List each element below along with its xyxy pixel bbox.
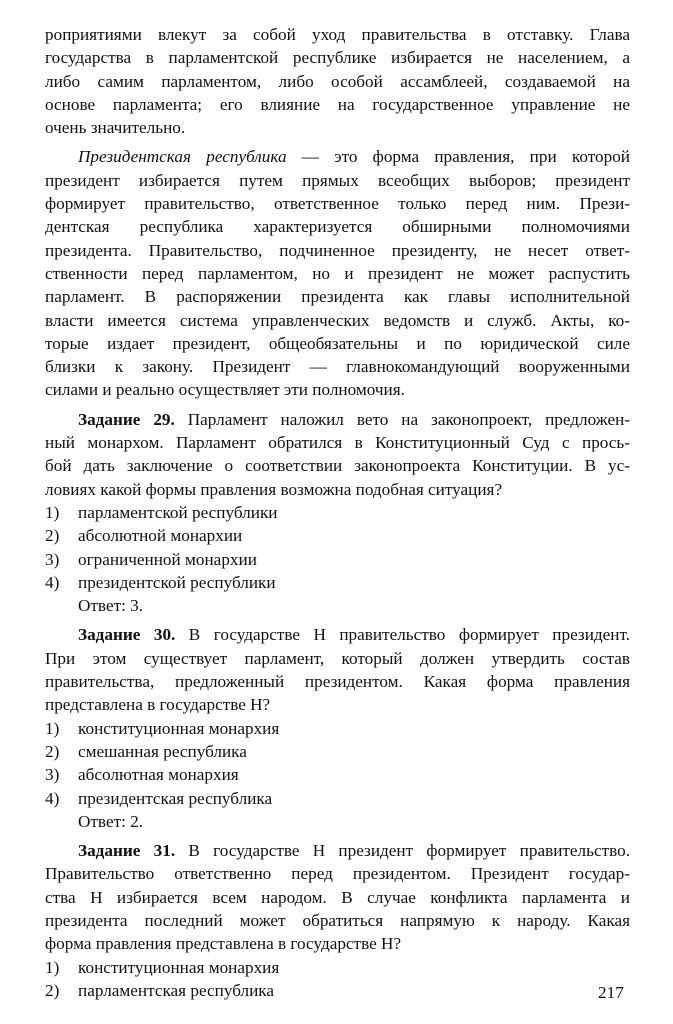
line-text: торые издает президент, общеобязательны и по юридической силе: [45, 333, 630, 353]
line-text: основе парламента; его влияние на государственное управление не: [45, 94, 630, 114]
task-30: [45, 623, 630, 833]
answer-option: [45, 763, 630, 786]
option-number: 1): [45, 502, 60, 522]
answer-option: [45, 979, 630, 1002]
task-text-line: [45, 623, 630, 646]
line-text: дентская республика характеризуется обширными полномочиями: [45, 217, 630, 237]
option-text: президентская республика: [78, 788, 273, 808]
line-text: В государстве Н президент формирует правительство.: [175, 841, 631, 861]
line-text: либо самим парламентом, либо особой ассамблеей, создаваемой на: [45, 71, 630, 91]
answer-option: [45, 787, 630, 810]
answer-text: Ответ: 3.: [78, 596, 144, 616]
task-title: Задание 30.: [78, 625, 176, 645]
task-text-line: [45, 647, 630, 670]
text-line: [45, 70, 630, 93]
option-number: 2): [45, 741, 60, 761]
line-text: Правительство ответственно перед президентом. Президент государ-: [45, 864, 630, 884]
line-text: президента. Правительство, подчиненное президенту, не несет ответ-: [45, 240, 630, 260]
line-text: — это форма правления, при которой: [286, 147, 630, 167]
line-text: правительства, предложенный президентом. Какая форма правления: [45, 672, 630, 692]
line-text: близки к закону. Президент — главнокомандующий вооруженными: [45, 357, 630, 377]
task-text-line: [45, 909, 630, 932]
book-page-text: [45, 23, 630, 1008]
option-number: 3): [45, 549, 60, 569]
option-text: президентской республики: [78, 572, 276, 592]
option-number: 3): [45, 765, 60, 785]
paragraph: [45, 145, 630, 401]
line-text: бой дать заключение о соответствии законопроекта Конституции. В ус-: [45, 456, 630, 476]
text-line: [45, 332, 630, 355]
option-number: 1): [45, 957, 60, 977]
line-text: президент избирается путем прямых всеобщих выборов; президент: [45, 170, 630, 190]
task-text-line: [45, 478, 630, 501]
answer-option: [45, 501, 630, 524]
option-number: 2): [45, 980, 60, 1000]
line-text: представлена в государстве Н?: [45, 695, 271, 715]
answer-option: [45, 524, 630, 547]
text-line: [45, 116, 630, 139]
option-text: парламентская республика: [78, 980, 275, 1000]
text-line: [45, 23, 630, 46]
line-text: В государстве Н правительство формирует президент.: [175, 625, 631, 645]
answer-option: [45, 571, 630, 594]
option-number: 4): [45, 788, 60, 808]
line-text: ловиях какой формы правления возможна подобная ситуация?: [45, 479, 503, 499]
text-line: [45, 169, 630, 192]
option-text: конституционная монархия: [78, 957, 280, 977]
task-text-line: [45, 431, 630, 454]
answer-option: [45, 717, 630, 740]
text-line: [45, 93, 630, 116]
line-text: государства в парламентской республике избирается не населением, а: [45, 48, 630, 68]
line-text: ный монархом. Парламент обратился в Конституционный Суд с прось-: [45, 433, 630, 453]
task-title: Задание 29.: [78, 409, 175, 429]
line-text: форма правления представлена в государстве Н?: [45, 934, 402, 954]
line-text: силами и реально осуществляет эти полномочия.: [45, 380, 405, 400]
text-line: [45, 378, 630, 401]
line-text: ства Н избирается всем народом. В случае конфликта парламента и: [45, 887, 630, 907]
task-title: Задание 31.: [78, 841, 176, 861]
option-text: абсолютной монархии: [78, 526, 243, 546]
answer-text: Ответ: 2.: [78, 811, 144, 831]
line-text: власти имеется система управленческих ведомств и служб. Акты, ко-: [45, 310, 630, 330]
term-italic: Президентская республика: [78, 147, 287, 167]
option-text: парламентской республики: [78, 502, 278, 522]
text-line: [45, 145, 630, 168]
task-29: [45, 408, 630, 618]
task-text-line: [45, 454, 630, 477]
option-text: смешанная республика: [78, 741, 247, 761]
paragraph: [45, 23, 630, 139]
line-text: президента последний может обратиться напрямую к народу. Какая: [45, 910, 630, 930]
text-line: [45, 192, 630, 215]
option-number: 2): [45, 526, 60, 546]
line-text: При этом существует парламент, который должен утвердить состав: [45, 648, 630, 668]
task-text-line: [45, 670, 630, 693]
answer-option: [45, 548, 630, 571]
text-line: [45, 46, 630, 69]
text-line: [45, 239, 630, 262]
page-number: 217: [598, 983, 624, 1002]
task-text-line: [45, 862, 630, 885]
line-text: парламент. В распоряжении президента как главы исполнительной: [45, 287, 630, 307]
option-number: 1): [45, 718, 60, 738]
line-text: ственности перед парламентом, но и президент не может распустить: [45, 263, 630, 283]
option-text: ограниченной монархии: [78, 549, 257, 569]
text-line: [45, 285, 630, 308]
task-text-line: [45, 932, 630, 955]
option-text: конституционная монархия: [78, 718, 280, 738]
option-number: 4): [45, 572, 60, 592]
text-line: [45, 309, 630, 332]
line-text: Парламент наложил вето на законопроект, предложен-: [174, 409, 630, 429]
answer-option: [45, 956, 630, 979]
text-line: [45, 262, 630, 285]
answer-option: [45, 740, 630, 763]
task-text-line: [45, 693, 630, 716]
task-text-line: [45, 408, 630, 431]
option-text: абсолютная монархия: [78, 765, 239, 785]
task-text-line: [45, 886, 630, 909]
line-text: очень значительно.: [45, 118, 186, 138]
text-line: [45, 215, 630, 238]
text-line: [45, 355, 630, 378]
line-text: формирует правительство, ответственное только перед ним. Прези-: [45, 194, 630, 214]
task-text-line: [45, 839, 630, 862]
line-text: роприятиями влекут за собой уход правительства в отставку. Глава: [45, 25, 630, 44]
task-31: [45, 839, 630, 1002]
